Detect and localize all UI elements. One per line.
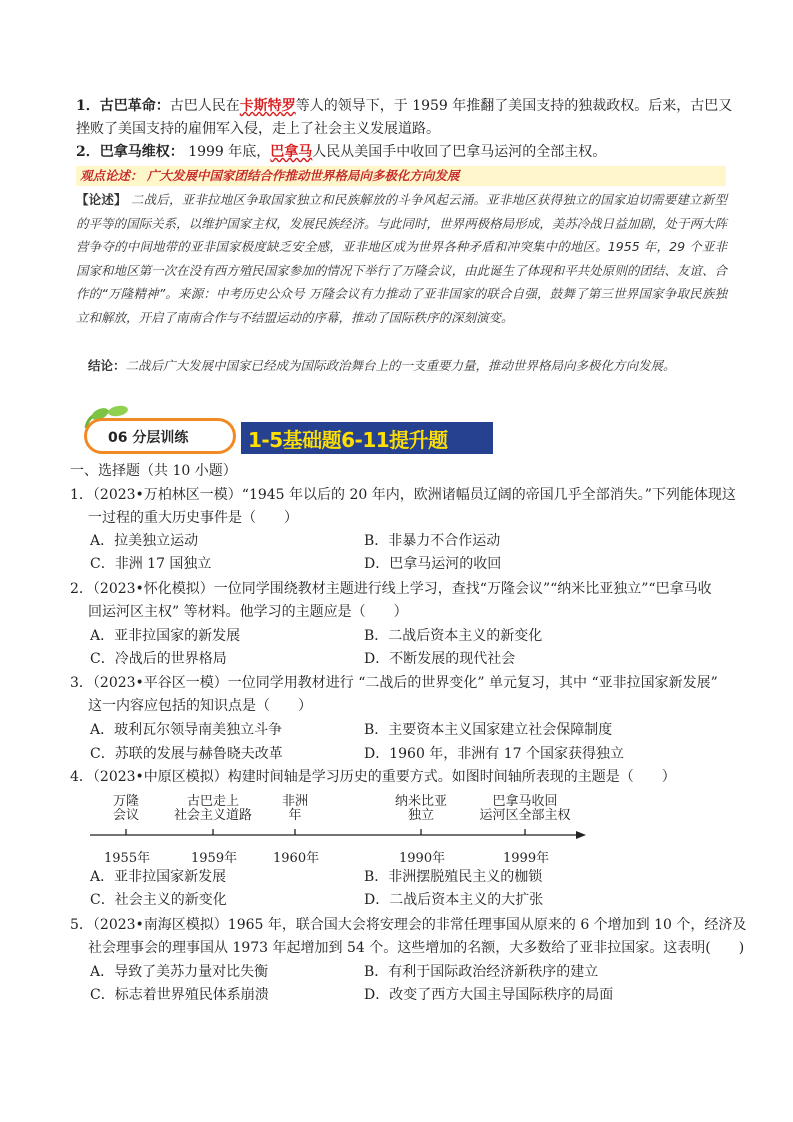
item-panama	[76, 141, 606, 163]
option-c[interactable]: C．非洲 17 国独立	[90, 556, 212, 572]
timeline-event-label: 古巴走上 社会主义道路	[173, 794, 252, 823]
option-a[interactable]: A．亚非拉国家的新发展	[90, 628, 241, 644]
item-text: 1999 年底，	[183, 144, 271, 160]
option-c[interactable]: C．标志着世界殖民体系崩溃	[90, 987, 269, 1003]
item-label: 1．古巴革命：	[76, 98, 170, 114]
timeline-event-label: 巴拿马收回 运河区全部主权	[479, 794, 571, 823]
option-a[interactable]: A．拉美独立运动	[90, 533, 199, 549]
option-b[interactable]: B．主要资本主义国家建立社会保障制度	[364, 722, 613, 738]
option-d[interactable]: D．二战后资本主义的大扩张	[364, 892, 544, 908]
highlight-name: 卡斯特罗	[239, 98, 296, 114]
option-a[interactable]: A．导致了美苏力量对比失衡	[90, 964, 269, 980]
question-2: 2．（2023•怀化模拟）一位同学围绕教材主题进行线上学习，查找“万隆会议”“纳米比亚独立”“巴拿马收	[70, 581, 712, 597]
option-a[interactable]: A．玻利瓦尔领导南美独立斗争	[90, 722, 283, 738]
section-pill-label: 06 分层训练	[108, 430, 189, 446]
timeline-figure	[88, 795, 588, 865]
question-1-line2: 一过程的重大历史事件是（ ）	[88, 510, 298, 526]
option-d[interactable]: D．不断发展的现代社会	[364, 651, 516, 667]
item-cuba-line2: 挫败了美国支持的雇佣军入侵，走上了社会主义发展道路。	[76, 121, 440, 137]
option-b[interactable]: B．有利于国际政治经济新秩序的建立	[364, 964, 599, 980]
item-text: 人民从美国手中收回了巴拿马运河的全部主权。	[312, 144, 607, 160]
viewpoint-heading: 观点论述： 广大发展中国家团结合作推动世界格局向多极化方向发展	[80, 168, 460, 183]
option-c[interactable]: C．苏联的发展与赫鲁晓夫改革	[90, 746, 283, 762]
timeline-year: 1959年	[191, 851, 238, 866]
question-1: 1．（2023•万柏林区一模）“1945 年以后的 20 年内，欧洲诸幅员辽阔的帝国几乎全部消失。”下列能体现这	[70, 487, 736, 503]
timeline-event-label: 纳米比亚 独立	[394, 794, 447, 823]
option-a[interactable]: A．亚非拉国家新发展	[90, 869, 227, 885]
option-c[interactable]: C．冷战后的世界格局	[90, 651, 227, 667]
option-b[interactable]: B．非暴力不合作运动	[364, 533, 501, 549]
timeline-event-label: 非洲 年	[281, 794, 308, 823]
timeline-year: 1955年	[104, 851, 151, 866]
option-c[interactable]: C．社会主义的新变化	[90, 892, 227, 908]
argument-body: 二战后，亚非拉地区争取国家独立和民族解放的斗争风起云涌。亚非地区获得独立的国家迫切需要建立新型的平等的国际关系，以维护国家主权，发展民族经济。与此同时，世界两极格局形成，美苏冷战日益加剧，处于两大阵营争夺的中间地带的亚非国家极度缺乏安全感，亚非地区成为世界各种矛盾和冲突集中的地区。1955 年，29 个亚非国家和地区第一次在没有西方殖民国家参加的情况下举行了万隆会议，由此诞生了体现和平共处原则的团结、友谊、合作的“万隆精神”。来源：中考历史公众号 万隆会议有力推动了亚非国家的联合自强，鼓舞了第三世界国家争取民族独立和解放，开启了南南合作与不结盟运动的序幕，推动了国际秩序的深刻演变。	[76, 192, 727, 325]
question-4: 4．（2023•中原区模拟）构建时间轴是学习历史的重要方式。如图时间轴所表现的主题是（ ）	[70, 769, 676, 785]
timeline-year: 1960年	[273, 851, 320, 866]
option-d[interactable]: D．巴拿马运河的收回	[364, 556, 502, 572]
section-banner-label: 1-5基础题6-11提升题	[248, 428, 448, 452]
question-3-line2: 这一内容应包括的知识点是（ ）	[88, 698, 312, 714]
item-cuba-revolution	[76, 95, 732, 117]
conclusion-body: 二战后广大发展中国家已经成为国际政治舞台上的一支重要力量，推动世界格局向多极化方向发展。	[125, 358, 676, 373]
argument-lead: 【论述】	[76, 192, 127, 207]
option-b[interactable]: B．二战后资本主义的新变化	[364, 628, 543, 644]
item-text: 古巴人民在	[169, 98, 240, 114]
timeline-year: 1990年	[399, 851, 446, 866]
argument-paragraph	[76, 188, 727, 329]
item-text: 等人的领导下，于 1959 年推翻了美国支持的独裁政权。后来，古巴又	[295, 98, 733, 114]
option-d[interactable]: D．改变了西方大国主导国际秩序的局面	[364, 987, 614, 1003]
option-d[interactable]: D．1960 年，非洲有 17 个国家获得独立	[364, 746, 625, 762]
highlight-name: 巴拿马	[270, 144, 313, 160]
item-label: 2．巴拿马维权：	[76, 144, 184, 160]
conclusion-lead: 结论：	[88, 358, 126, 373]
timeline-year: 1999年	[503, 851, 550, 866]
option-b[interactable]: B．非洲摆脱殖民主义的枷锁	[364, 869, 543, 885]
section-title: 一、选择题（共 10 小题）	[70, 463, 237, 479]
question-2-line2: 回运河区主权” 等材料。他学习的主题应是（ ）	[88, 604, 408, 620]
conclusion-paragraph	[88, 354, 728, 378]
timeline-event-label: 万隆 会议	[112, 794, 139, 823]
question-3: 3．（2023•平谷区一模）一位同学用教材进行 “二战后的世界变化” 单元复习，其中 “亚非拉国家新发展”	[70, 675, 718, 691]
question-5: 5．（2023•南海区模拟）1965 年，联合国大会将安理会的非常任理事国从原来的 6 个增加到 10 个，经济及	[70, 917, 747, 933]
question-5-line2: 社会理事会的理事国从 1973 年起增加到 54 个。这些增加的名额，大多数给了亚非拉国家。这表明( )	[88, 940, 745, 956]
